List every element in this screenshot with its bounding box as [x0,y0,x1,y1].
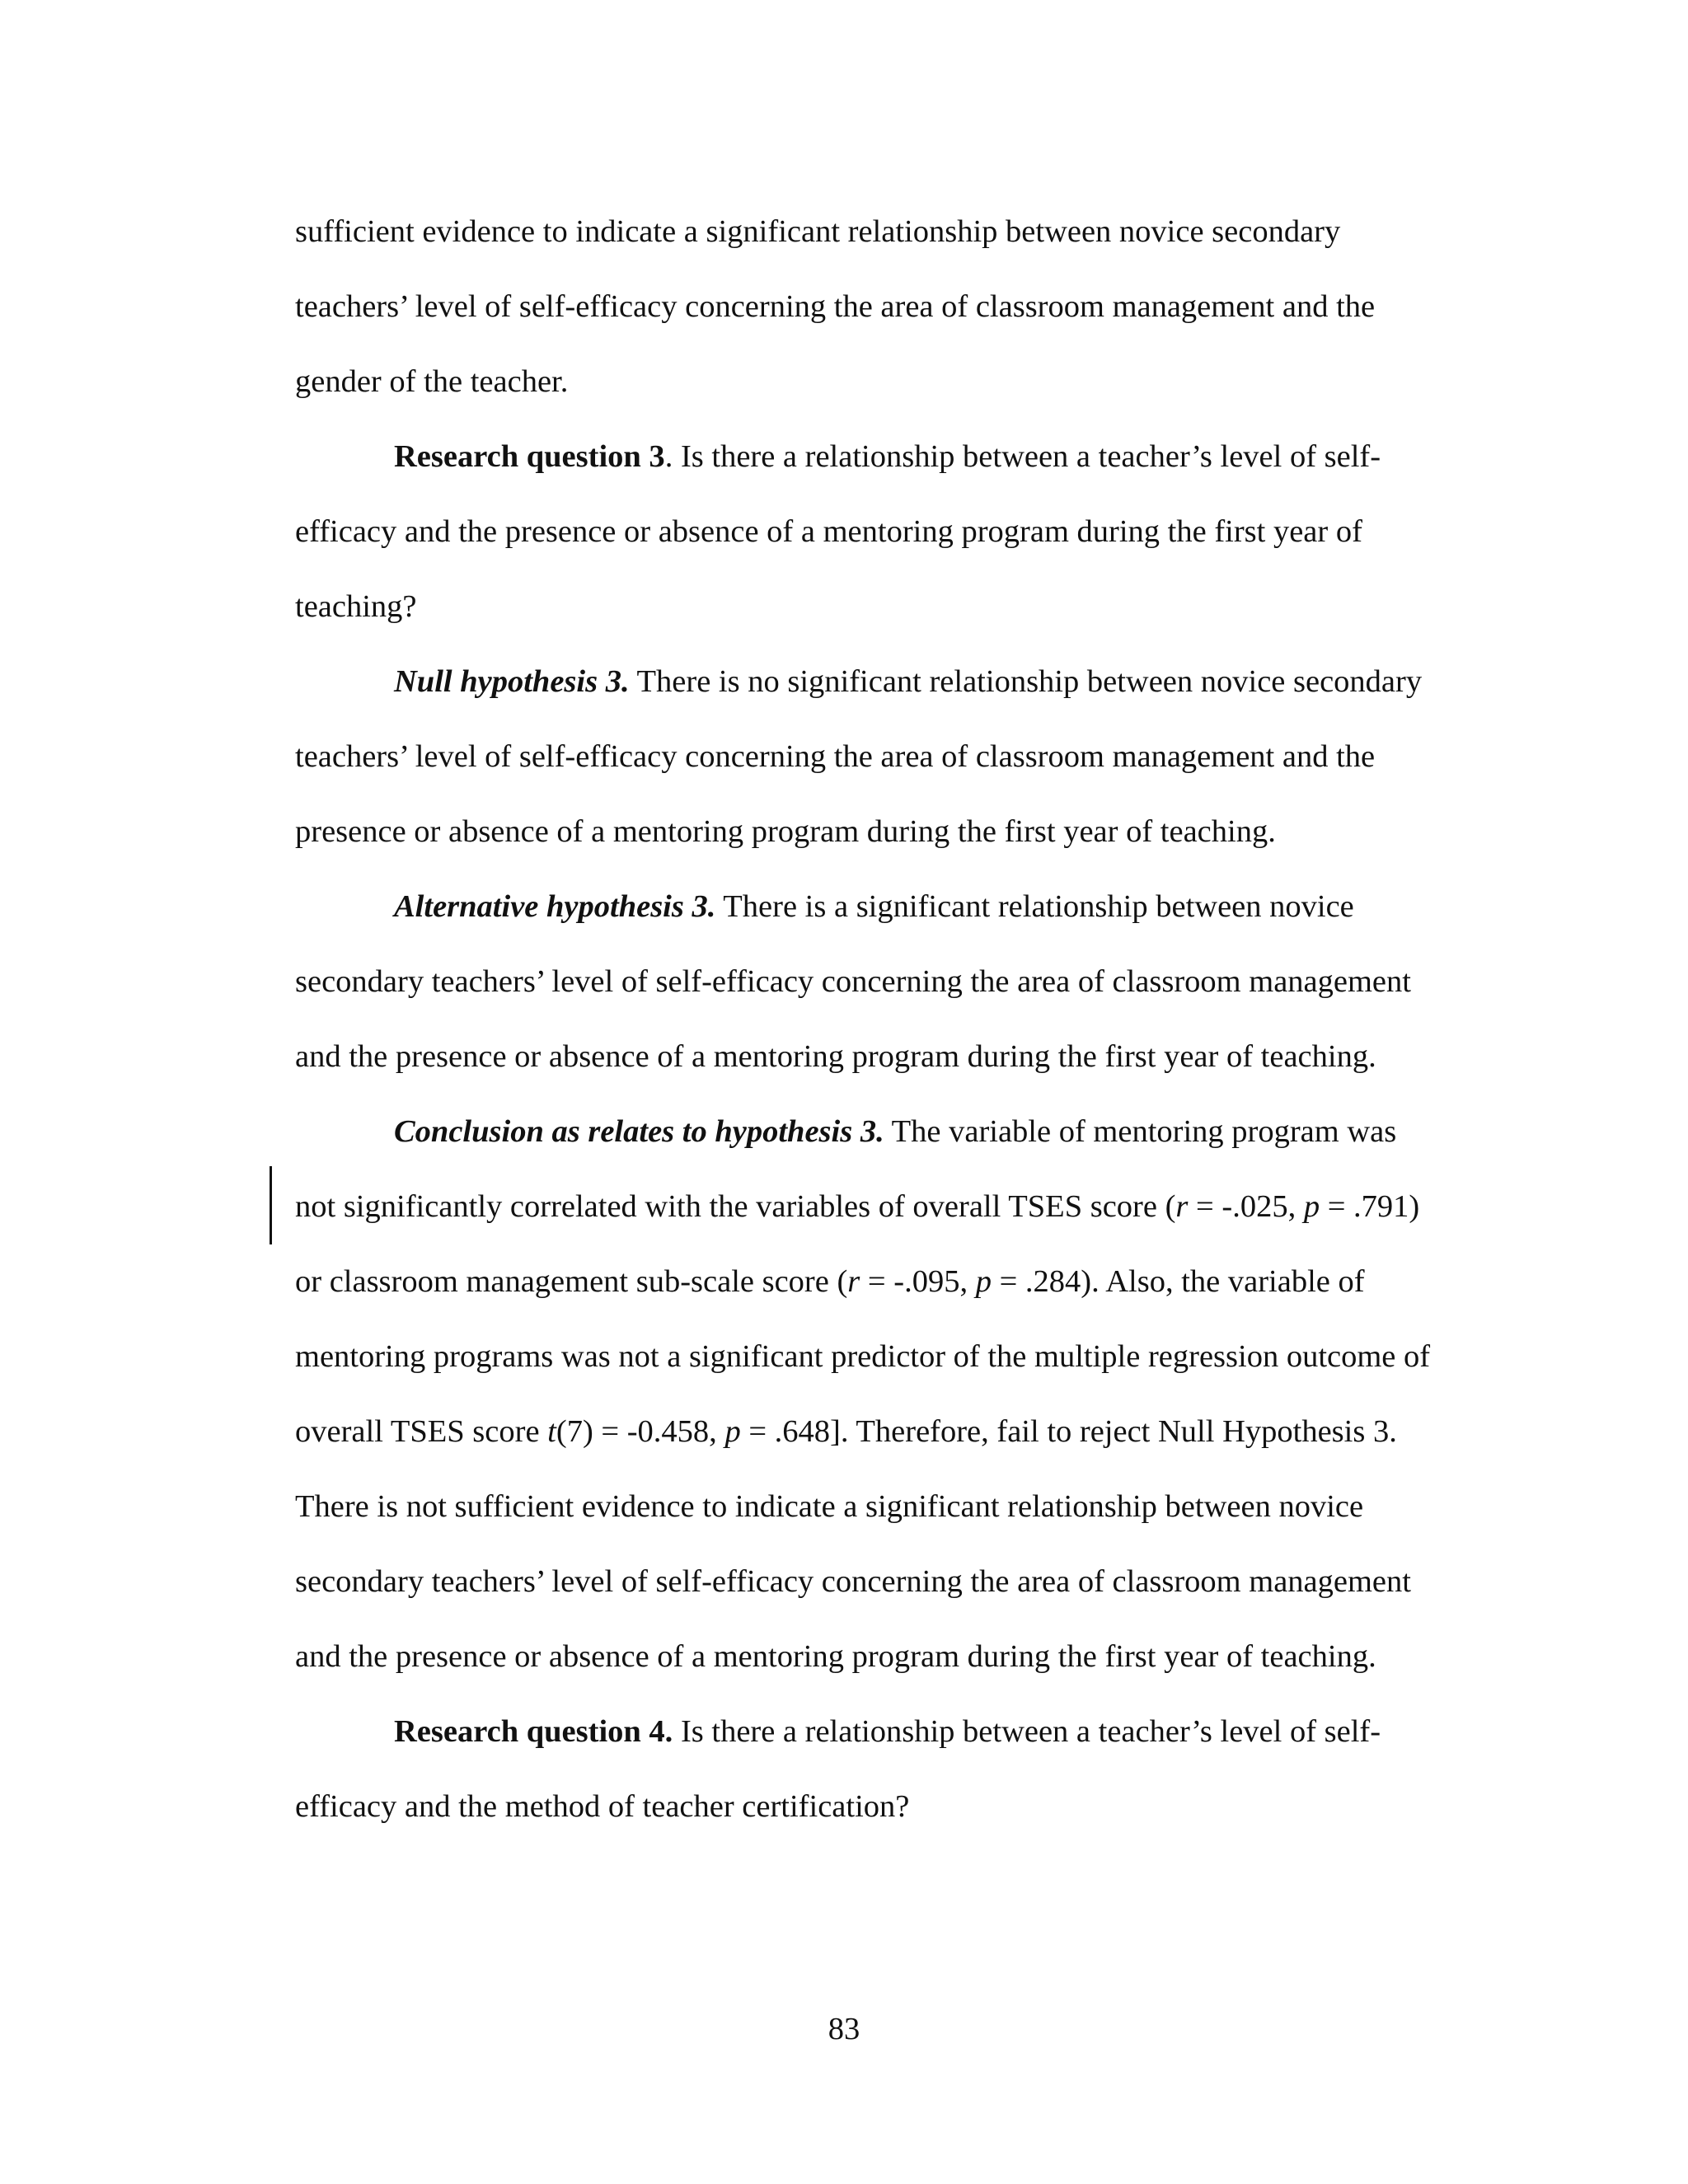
text-line [295,1544,1465,1619]
text-line [295,1019,1465,1094]
alternative-hypothesis-3-heading: Alternative hypothesis 3. [394,889,716,924]
text-line-content: There is not sufficient evidence to indicate a significant relationship between novice [295,1489,1364,1524]
text-segment: or classroom management sub-scale score ( [295,1264,848,1299]
text-line-content: presence or absence of a mentoring program during the first year of teaching. [295,814,1276,849]
null-hypothesis-3 [295,644,1465,719]
text-line-content: secondary teachers’ level of self-efficacy concerning the area of classroom management [295,1564,1411,1599]
alternative-hypothesis-3-text: There is a significant relationship between novice [715,889,1354,924]
research-question-3-text: . Is there a relationship between a teacher’s level of self- [664,439,1381,474]
text-line [295,1319,1465,1394]
text-line-content: teachers’ level of self-efficacy concerning the area of classroom management and the [295,739,1376,774]
text-segment: = .648]. Therefore, fail to reject Null Hypothesis 3. [740,1414,1397,1449]
stat-symbol-r: r [847,1264,860,1299]
text-line [295,1244,1465,1319]
text-line-content: teaching? [295,589,417,624]
conclusion-hypothesis-3-text: The variable of mentoring program was [884,1114,1397,1149]
text-segment: not significantly correlated with the variables of overall TSES score ( [295,1189,1176,1224]
text-line [295,719,1465,794]
stat-symbol-t: t [547,1414,556,1449]
text-line-content: gender of the teacher. [295,364,569,399]
text-line [295,1469,1465,1544]
research-question-3-heading: Research question 3 [394,439,665,474]
stat-symbol-r: r [1175,1189,1189,1224]
page-number: 83 [828,2012,860,2046]
null-hypothesis-3-heading: Null hypothesis 3. [394,664,630,699]
revision-change-bar [270,1166,272,1244]
text-line [295,1169,1465,1244]
research-question-3 [295,419,1465,494]
text-line [295,494,1465,569]
conclusion-hypothesis-3 [295,1094,1465,1169]
text-line-content: efficacy and the presence or absence of a mentoring program during the first year of [295,514,1362,549]
text-segment: (7) = -0.458, [556,1414,725,1449]
text-line-content: sufficient evidence to indicate a significant relationship between novice secondary [295,214,1341,249]
research-question-4-text: Is there a relationship between a teacher’s level of self- [673,1714,1381,1749]
text-line-content: and the presence or absence of a mentoring program during the first year of teaching. [295,1039,1376,1074]
text-segment: = -.095, [860,1264,976,1299]
text-line [295,1394,1465,1469]
research-question-4-heading: Research question 4. [394,1714,673,1749]
alternative-hypothesis-3 [295,869,1465,944]
text-line-content: and the presence or absence of a mentoring program during the first year of teaching. [295,1639,1376,1674]
text-line-content: efficacy and the method of teacher certification? [295,1789,910,1824]
text-line [295,194,1465,269]
stat-symbol-p: p [1303,1189,1320,1224]
stat-symbol-p: p [975,1264,992,1299]
text-line [295,1769,1465,1844]
text-line [295,344,1465,419]
text-segment: = .284). Also, the variable of [991,1264,1365,1299]
research-question-4 [295,1694,1465,1769]
text-line [295,944,1465,1019]
text-line-content: mentoring programs was not a significant predictor of the multiple regression outcome of [295,1339,1431,1374]
text-segment: overall TSES score [295,1414,548,1449]
null-hypothesis-3-text: There is no significant relationship between novice secondary [629,664,1423,699]
text-line [295,569,1465,644]
text-line [295,794,1465,869]
body-text [295,194,1465,1844]
text-line [295,269,1465,344]
text-segment: = .791) [1320,1189,1420,1224]
text-segment: = -.025, [1188,1189,1304,1224]
text-line-content: teachers’ level of self-efficacy concerning the area of classroom management and the [295,289,1376,324]
text-line [295,1619,1465,1694]
conclusion-hypothesis-3-heading: Conclusion as relates to hypothesis 3. [394,1114,884,1149]
text-line-content: secondary teachers’ level of self-efficacy concerning the area of classroom management [295,964,1411,999]
stat-symbol-p: p [724,1414,741,1449]
